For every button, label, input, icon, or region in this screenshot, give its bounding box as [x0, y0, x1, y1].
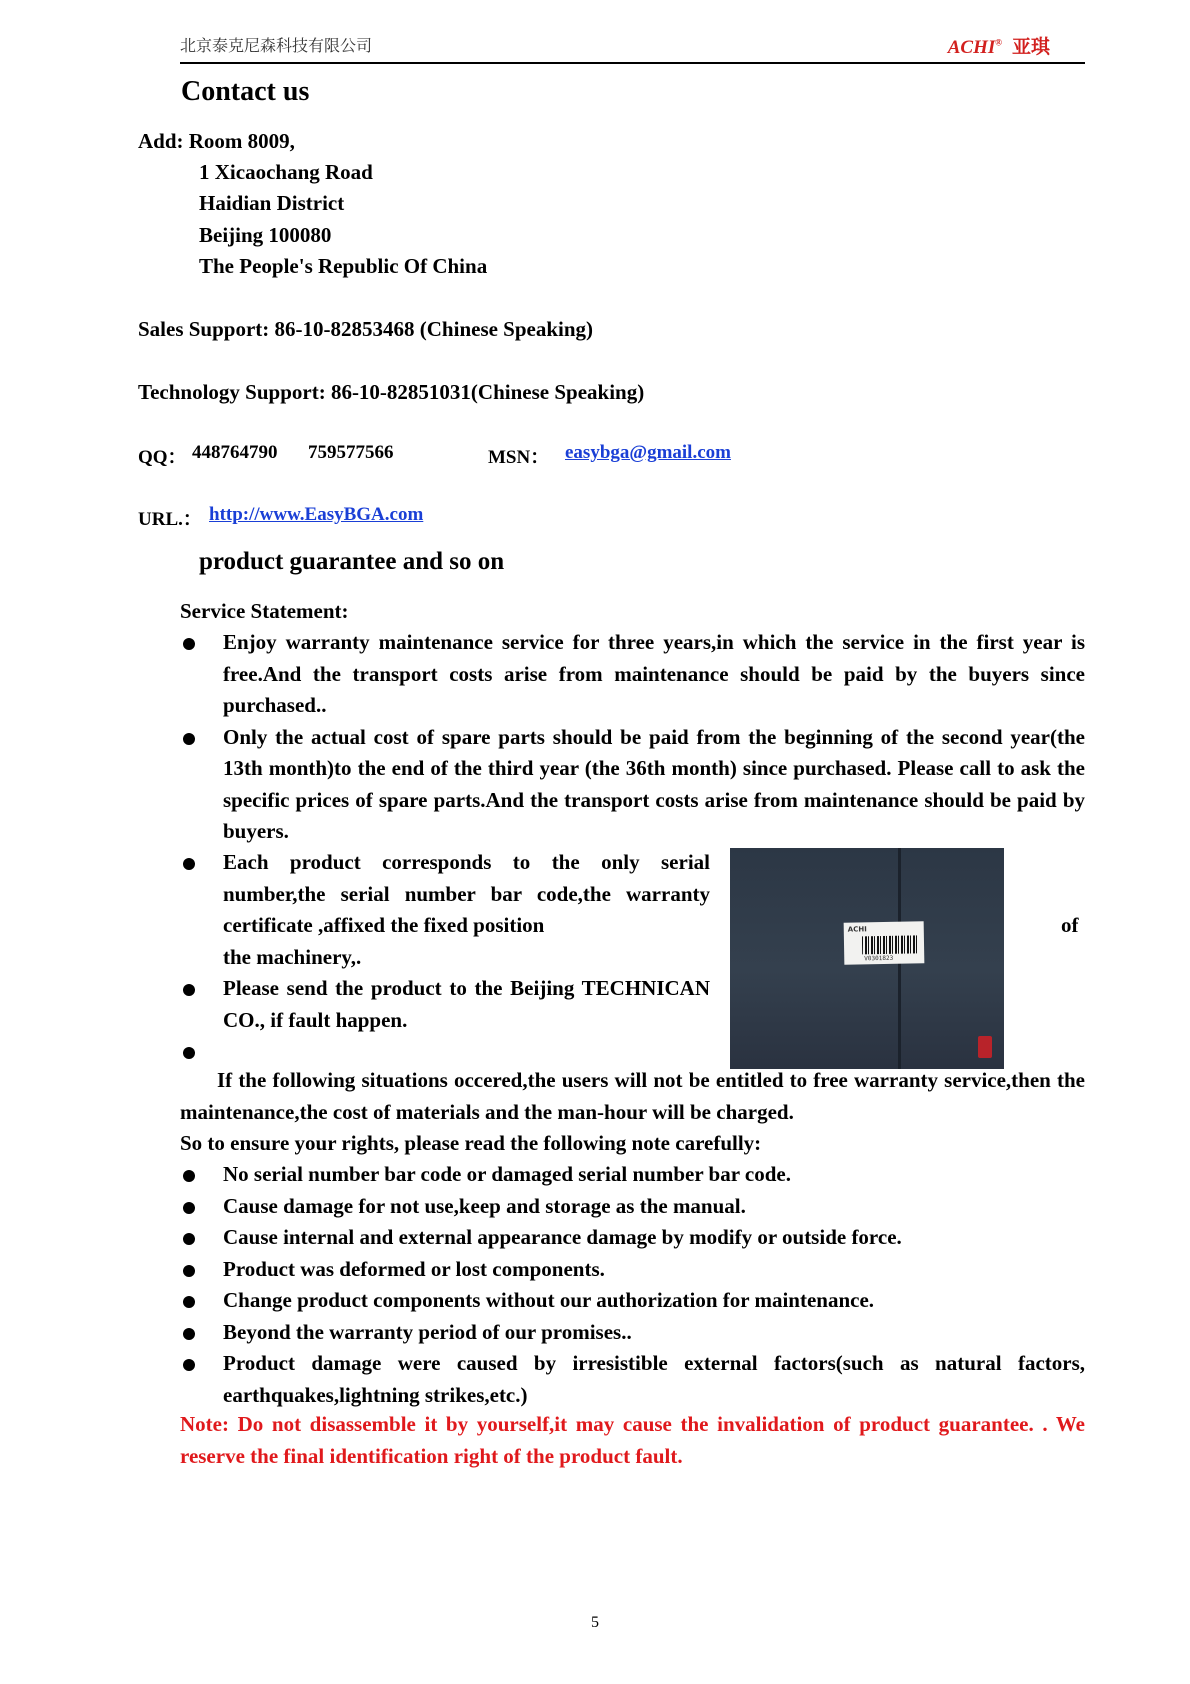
situations-intro: If the following situations occered,the users will not be entitled to free warranty service,then the maintenance,the cost of materials and the man-hour will be charged.	[180, 1068, 1085, 1124]
bullet-dot	[183, 858, 195, 870]
service-bullet-3-continued: the machinery,.	[223, 944, 362, 969]
brand-name: ACHI	[947, 37, 996, 58]
bullet-dot	[183, 733, 195, 745]
address-line-5: The People's Republic Of China	[199, 254, 488, 278]
exclusion-bullets	[180, 1159, 1085, 1411]
qq-label: QQ：	[138, 447, 187, 468]
url-label: URL.：	[138, 509, 202, 530]
warranty-note: Note: Do not disassemble it by yourself,it may cause the invalidation of product guarantee. . We reserve the final identification right of the product fault.	[180, 1412, 1085, 1468]
sales-support: Sales Support: 86-10-82853468 (Chinese Speaking)	[138, 317, 594, 341]
registered-mark: ®	[995, 37, 1002, 48]
service-bullet-3: Each product corresponds to the only serial number,the serial number bar code,the warranty certificate ,affixed the fixed position	[180, 847, 710, 942]
address-line-3: Haidian District	[199, 191, 345, 215]
bullet-dot	[183, 1202, 195, 1214]
service-bullet-4: Please send the product to the Beijing TECHNICAN CO., if fault happen.	[180, 973, 710, 1036]
bullet-dot	[183, 1233, 195, 1245]
qq-number-2: 759577566	[308, 442, 394, 463]
exclusion-item: Cause internal and external appearance damage by modify or outside force.	[180, 1222, 1085, 1254]
sticker-number: V0301823	[864, 954, 894, 963]
exclusion-item: Product damage were caused by irresistible external factors(such as natural factors, earthquakes,lightning strikes,etc.)	[180, 1348, 1085, 1411]
address-line-2: 1 Xicaochang Road	[199, 160, 373, 184]
exclusion-item: Change product components without our authorization for maintenance.	[180, 1285, 1085, 1317]
service-bullet-2: Only the actual cost of spare parts should be paid from the beginning of the second year(the 13th month)to the end of the third year (the 36th month) since purchased. Please call to ask the specific prices of spare parts.And the transport costs arise from maintenance should be paid by buyers.	[180, 722, 1085, 848]
header-brand	[948, 32, 1050, 59]
qq-number-1: 448764790	[192, 442, 278, 463]
bullet-3-trailing-word: of	[1061, 913, 1079, 937]
header-rule	[180, 62, 1085, 64]
barcode	[862, 935, 918, 954]
exclusion-item: Beyond the warranty period of our promises..	[180, 1317, 1085, 1349]
exclusion-item: Cause damage for not use,keep and storage as the manual.	[180, 1191, 1085, 1223]
service-bullets-beside-photo	[180, 847, 710, 1067]
bullet-dot	[183, 1265, 195, 1277]
service-bullet-empty	[180, 1036, 710, 1067]
bullet-dot	[183, 984, 195, 996]
msn-email-link[interactable]: easybga@gmail.com	[565, 442, 731, 463]
serial-barcode-sticker	[844, 921, 925, 964]
service-statement-label: Service Statement:	[180, 599, 349, 623]
exclusion-item: No serial number bar code or damaged serial number bar code.	[180, 1159, 1085, 1191]
tech-support: Technology Support: 86-10-82851031(Chinese Speaking)	[138, 380, 645, 404]
red-switch	[978, 1036, 992, 1058]
bullet-dot	[183, 1047, 195, 1059]
brand-name-cn: 亚琪	[1011, 36, 1050, 58]
header-company-name: 北京泰克尼森科技有限公司	[180, 36, 373, 55]
service-bullets	[180, 627, 1085, 848]
service-bullet-1: Enjoy warranty maintenance service for three years,in which the service in the first year is free.And the transport costs arise from maintenance should be paid by the buyers since purchased..	[180, 627, 1085, 722]
bullet-dot	[183, 1328, 195, 1340]
bullet-dot	[183, 638, 195, 650]
bullet-dot	[183, 1359, 195, 1371]
msn-label: MSN：	[488, 447, 550, 468]
sticker-brand: ACHI	[847, 925, 867, 934]
address-line-1: Add: Room 8009,	[138, 129, 295, 153]
bullet-dot	[183, 1170, 195, 1182]
ensure-rights-text: So to ensure your rights, please read the following note carefully:	[180, 1131, 762, 1155]
page-number: 5	[591, 1614, 599, 1631]
website-link[interactable]: http://www.EasyBGA.com	[209, 504, 424, 525]
address-line-4: Beijing 100080	[199, 223, 332, 247]
contact-title: Contact us	[181, 76, 310, 107]
exclusion-item: Product was deformed or lost components.	[180, 1254, 1085, 1286]
bullet-dot	[183, 1296, 195, 1308]
guarantee-title: product guarantee and so on	[199, 548, 505, 575]
serial-label-photo	[730, 848, 1004, 1069]
